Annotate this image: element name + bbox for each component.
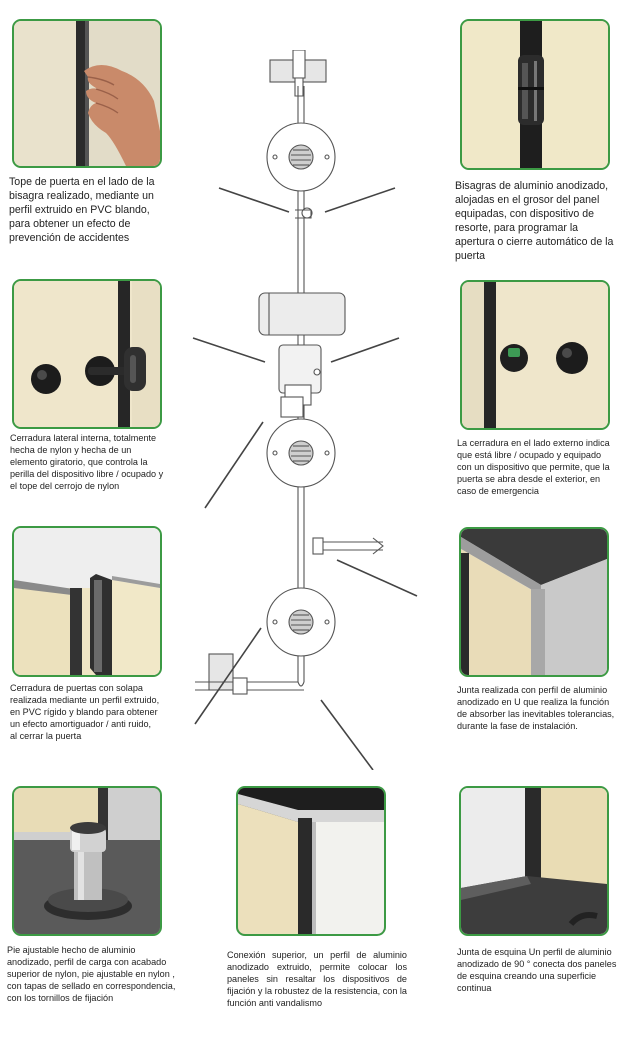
caption-door-stop-hinge: Tope de puerta en el lado de la bisagra realizado, mediante un perfil extruido en PVC blando, para obtener un efecto de prevención de accidentes [9,176,155,244]
caption-internal-lock: Cerradura lateral interna, totalmente hecha de nylon y hecha de un elemento giratorio, que controla la perilla del dispositivo libre / ocupado y el tope del cerrojo de nylon [10,433,164,491]
photo-aluminum-hinges [460,19,610,170]
lock-box [279,345,321,417]
caption-top-connection: Conexión superior, un perfil de aluminio anodizado extruido, permite colocar los paneles sin resaltar los dispositivos de fijación y la robustez de la resistencia, con la función anti vandalismo [227,950,407,1008]
caption-u-profile-joint: Junta realizada con perfil de aluminio anodizado en U que realiza la función de absorber las inevitables tolerancias, durante la fase de instalación. [457,685,615,731]
technical-drawing [185,50,435,770]
photo-external-lock [460,280,610,430]
cylinder [259,293,345,335]
caption-aluminum-hinges: Bisagras de aluminio anodizado, alojadas en el grosor del panel equipadas, con dispositivo de resorte, para programar la apertura o cierre automático de la puerta [455,180,614,262]
caption-external-lock: La cerradura en el lado externo indica que está libre / ocupado y equipado con un dispositivo que permite, que la puerta se abra desde el exterior, en caso de emergencia [457,438,610,496]
photo-door-stop-hinge [12,19,162,168]
photo-flap-door-lock [12,526,162,677]
side-bracket [313,538,383,554]
caption-corner-joint: Junta de esquina Un perfil de aluminio anodizado de 90 ° conecta dos paneles de esquina creando una superficie continua [457,947,617,993]
flange-1 [267,123,335,191]
bottom-mount [195,654,304,694]
flange-3 [267,588,335,656]
caption-adjustable-foot: Pie ajustable hecho de aluminio anodizado, perfil de carga con acabado superior de nylon, pie ajustable en nylon , con tapas de sellado en correspondencia, con los tornillos de fijación [7,945,176,1003]
photo-corner-joint [459,786,609,936]
caption-flap-door-lock: Cerradura de puertas con solapa realizada mediante un perfil extruido, en PVC rígido y blando para obtener un efecto amortiguador / anti ruido, al cerrar la puerta [10,683,160,741]
photo-top-connection [236,786,386,936]
photo-adjustable-foot [12,786,162,936]
flange-2 [267,419,335,487]
photo-internal-lock [12,279,162,429]
photo-u-profile-joint [459,527,609,677]
